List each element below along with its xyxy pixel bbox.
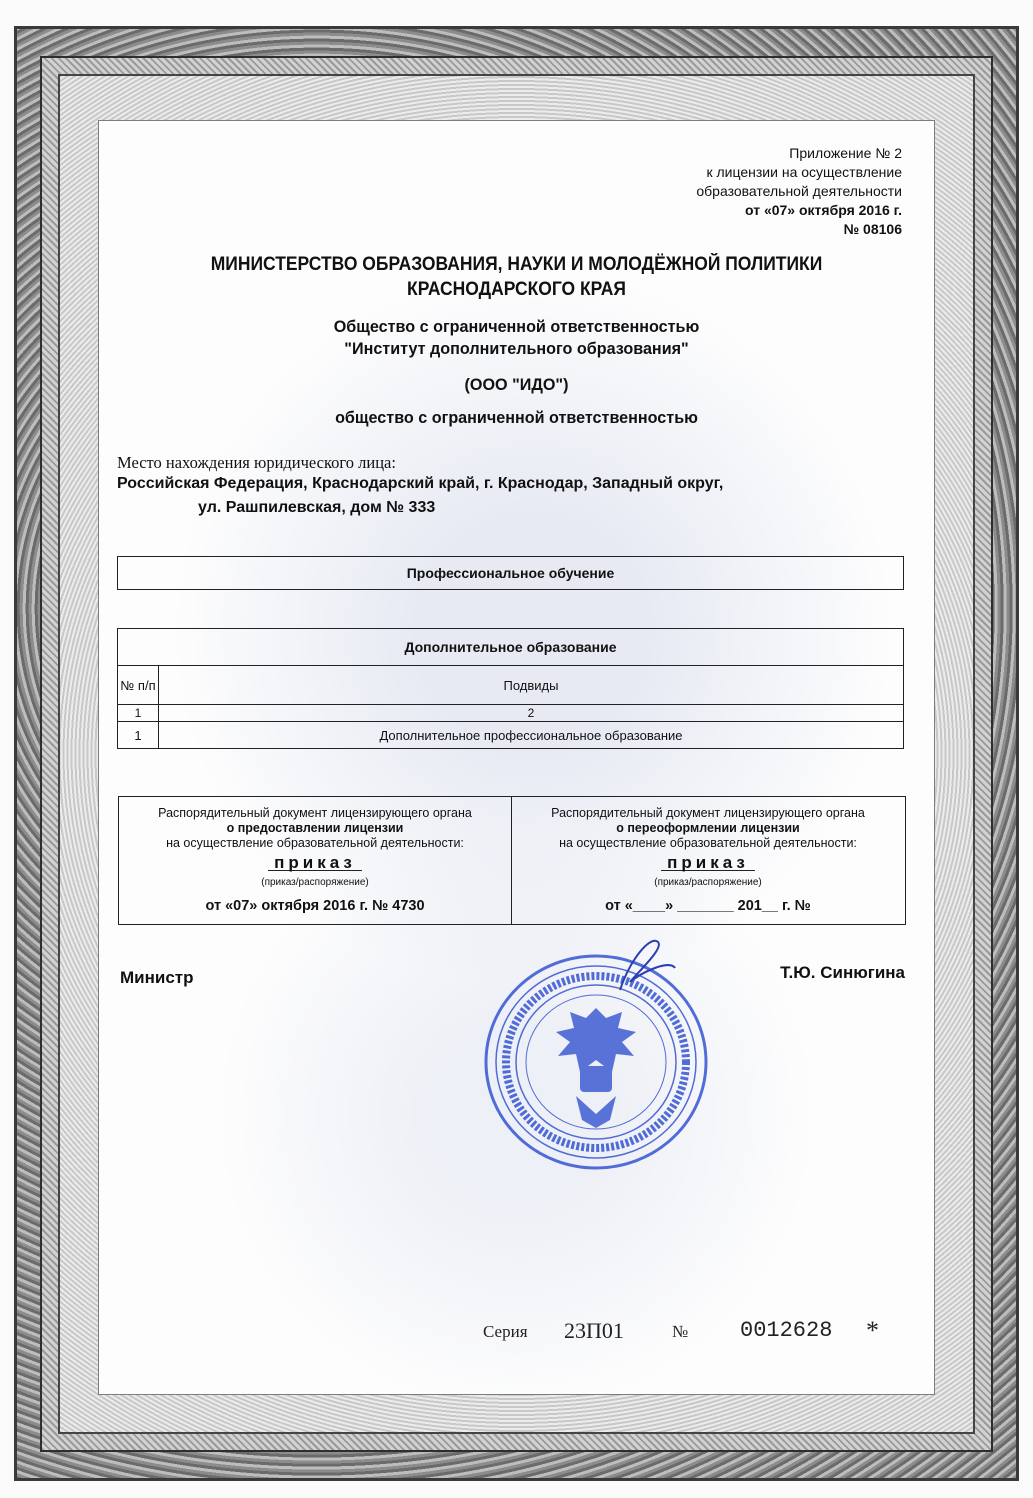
series-value: 23П01 (564, 1318, 624, 1343)
doc-kind: приказ (661, 855, 755, 871)
doc-kind-hint: (приказ/распоряжение) (654, 877, 762, 888)
doc-caption: Распорядительный документ лицензирующего органа (158, 806, 472, 820)
col-subtype-header: Подвиды (159, 666, 904, 705)
appendix-number: № 08106 (843, 221, 902, 237)
doc-activity: на осуществление образовательной деятельности: (559, 836, 857, 850)
document-sheet (98, 120, 935, 1395)
col-number-header: № п/п (118, 666, 159, 705)
table-row-number: 1 (118, 722, 159, 749)
grant-order-column (119, 797, 512, 924)
doc-purpose: о переоформлении лицензии (616, 821, 800, 835)
reissue-order-column (512, 797, 904, 924)
location-address (117, 472, 723, 520)
order-documents-box (118, 796, 906, 925)
form-number-label: № (672, 1322, 689, 1341)
education-table-title: Дополнительное образование (118, 629, 904, 666)
address-line2: ул. Рашпилевская, дом № 333 (198, 499, 436, 516)
org-name-line1: Общество с ограниченной ответственностью (333, 317, 700, 336)
table-row-subtype: Дополнительное профессиональное образование (159, 722, 904, 749)
ministry-title (131, 252, 901, 302)
doc-activity: на осуществление образовательной деятельности: (166, 836, 464, 850)
training-type-box: Профессиональное обучение (117, 556, 904, 590)
appendix-header (696, 144, 902, 239)
doc-caption: Распорядительный документ лицензирующего органа (551, 806, 865, 820)
location-label: Место нахождения юридического лица: (117, 453, 396, 472)
appendix-date: от «07» октября 2016 г. (745, 202, 902, 218)
organization-legal-form: общество с ограниченной ответственностью (335, 408, 698, 427)
form-number-value: 0012628 (740, 1318, 833, 1343)
organization-full-name (119, 316, 914, 360)
address-line1: Российская Федерация, Краснодарский край, г. Краснодар, Западный округ, (117, 475, 724, 492)
signatory-name: Т.Ю. Синюгина (780, 963, 905, 982)
doc-kind: приказ (268, 855, 362, 871)
education-table (117, 628, 904, 749)
index-cell: 1 (118, 705, 159, 722)
organization-short-name: (ООО "ИДО") (464, 375, 569, 394)
asterisk-mark: * (866, 1316, 879, 1345)
appendix-license-ref: к лицензии на осуществление (706, 164, 902, 180)
doc-date: от «____» _______ 201__ г. № (605, 898, 811, 914)
doc-kind-hint: (приказ/распоряжение) (261, 877, 369, 888)
appendix-activity: образовательной деятельности (696, 183, 902, 199)
series-label: Серия (483, 1322, 528, 1341)
doc-purpose: о предоставлении лицензии (226, 821, 404, 835)
appendix-title: Приложение № 2 (789, 145, 902, 161)
ministry-line2: КРАСНОДАРСКОГО КРАЯ (407, 279, 626, 300)
doc-date: от «07» октября 2016 г. № 4730 (205, 898, 425, 914)
ministry-line1: МИНИСТЕРСТВО ОБРАЗОВАНИЯ, НАУКИ И МОЛОДЁЖНОЙ ПОЛИТИКИ (210, 254, 823, 275)
index-cell: 2 (159, 705, 904, 722)
handwritten-signature (600, 930, 680, 1000)
signatory-position: Министр (120, 968, 194, 987)
org-name-line2: "Институт дополнительного образования" (344, 339, 689, 358)
